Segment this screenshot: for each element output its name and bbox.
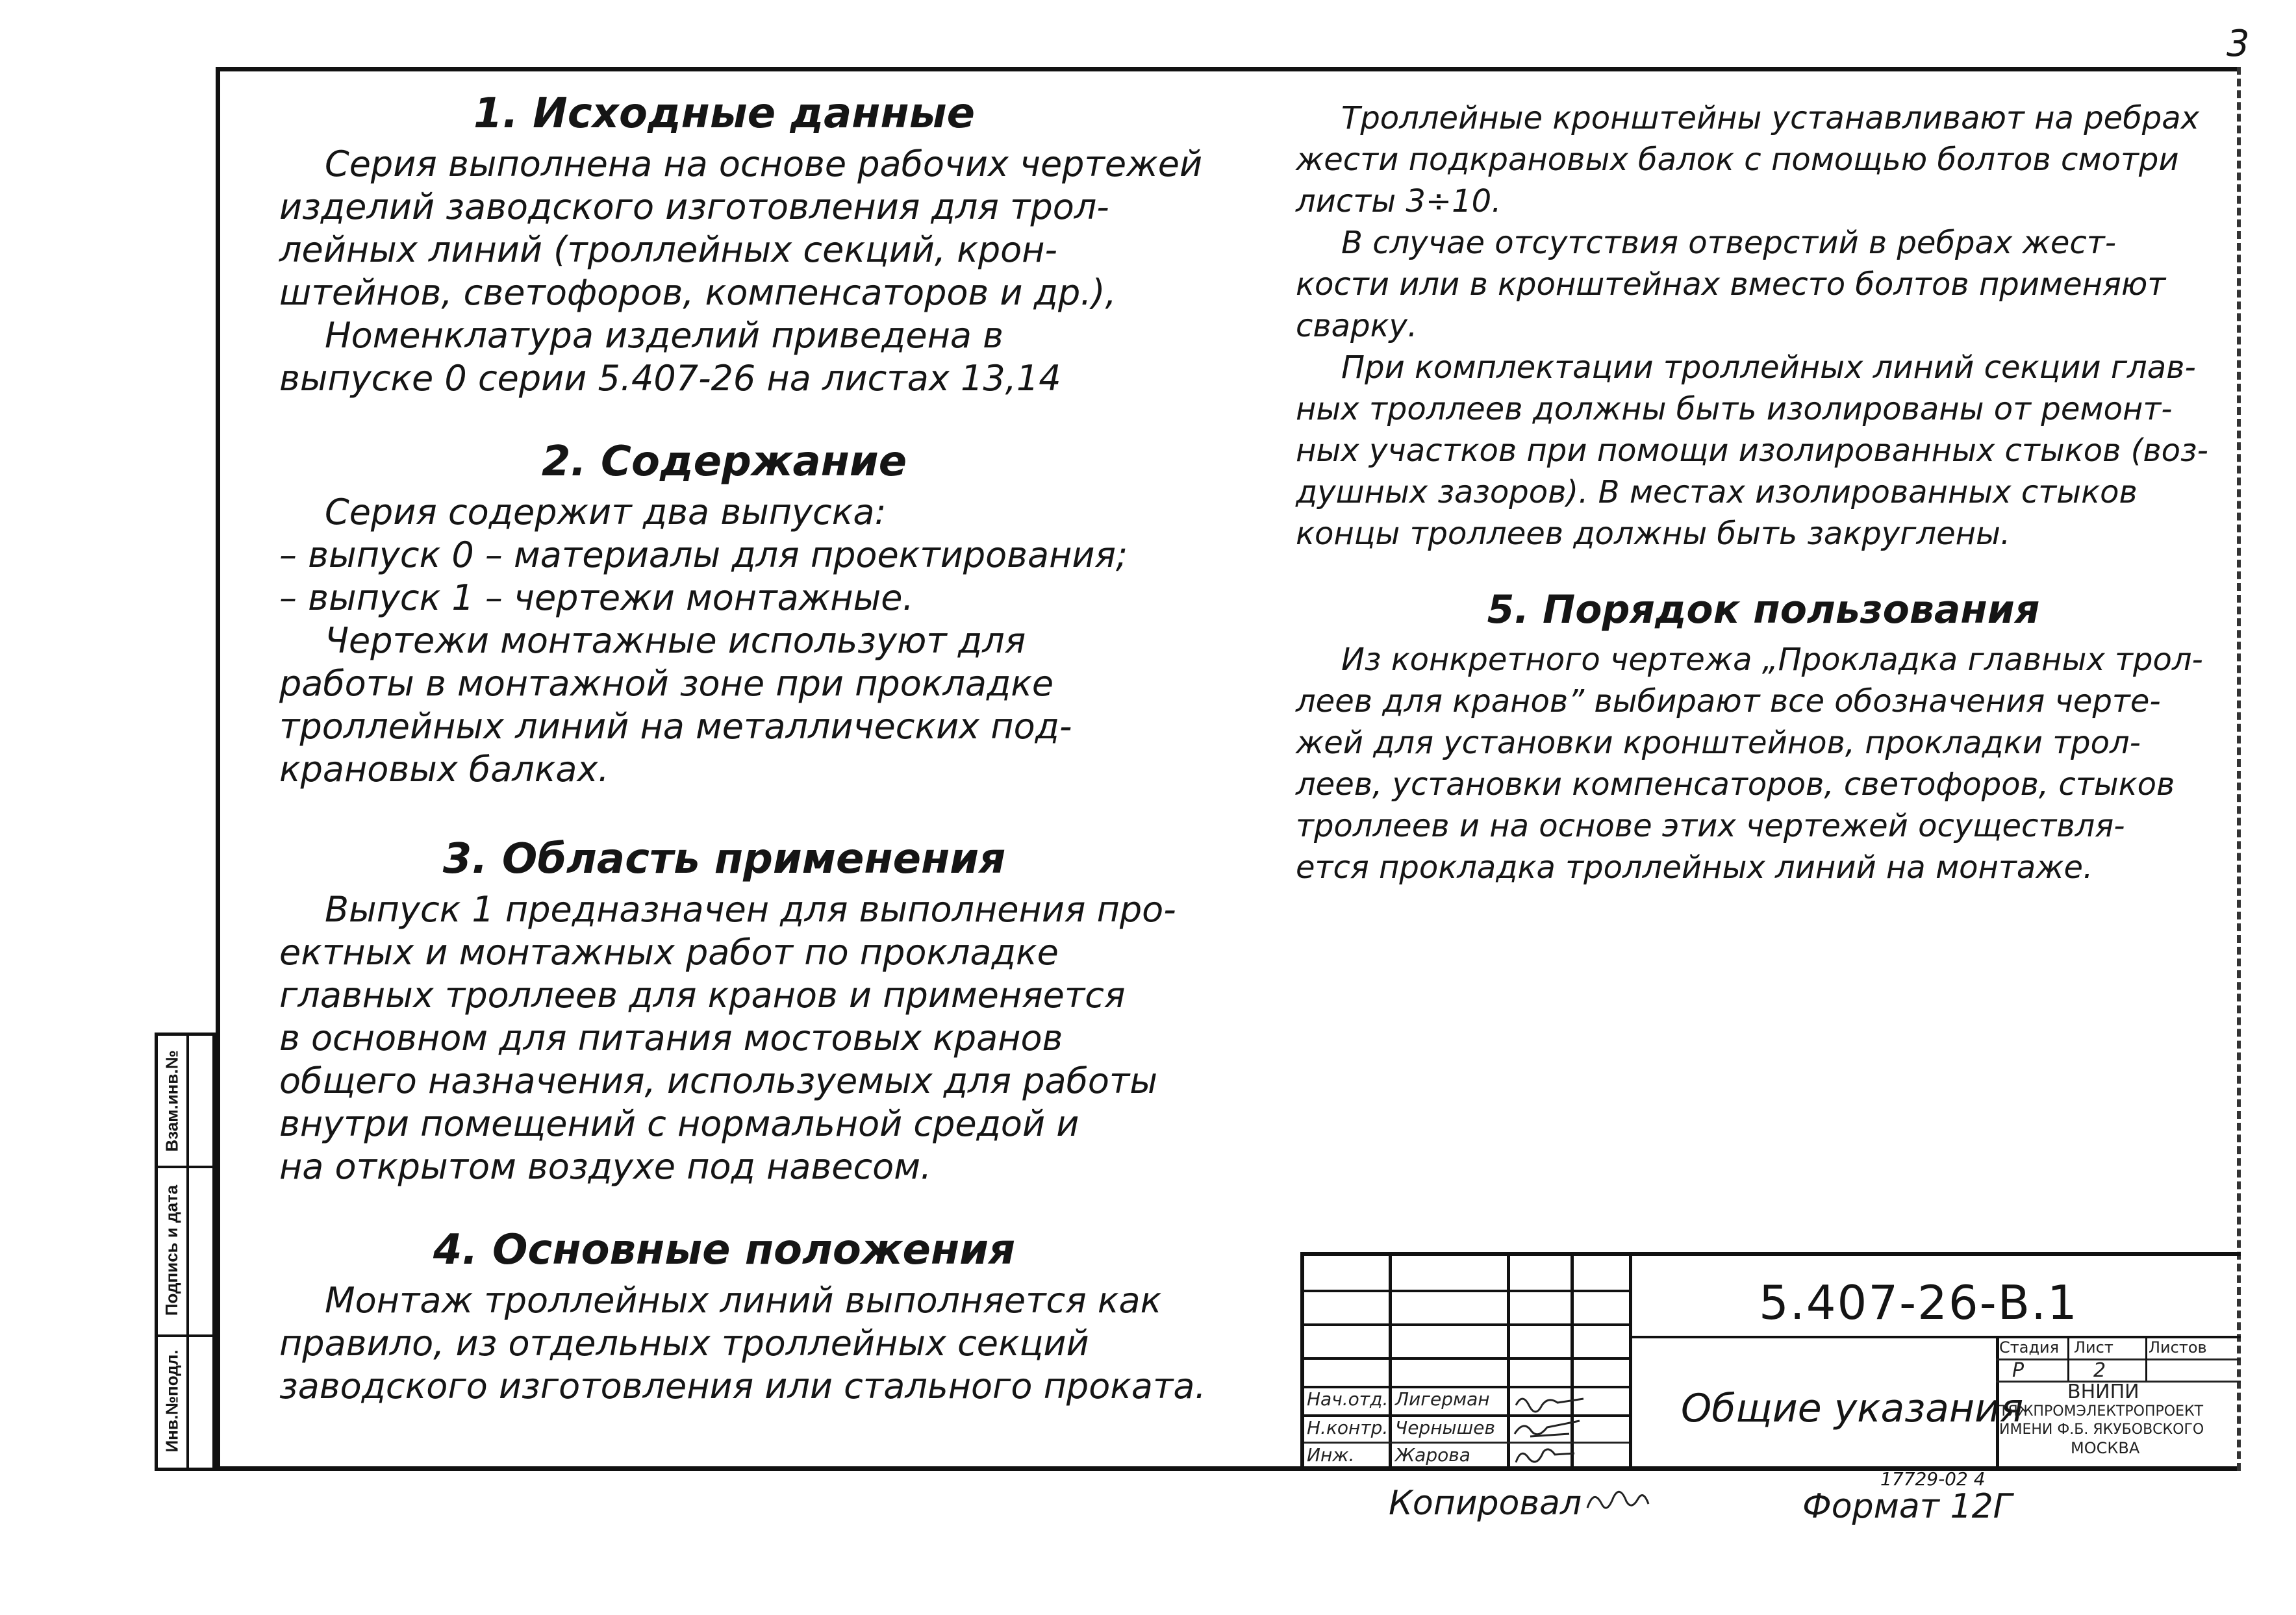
section-heading: 2. Содержание (541, 438, 907, 486)
left-column (279, 84, 1206, 1408)
signature-scribble (1516, 1399, 1583, 1412)
paragraph (279, 491, 1169, 620)
sheet-value: 2 (2093, 1359, 2106, 1382)
format-label: Формат 12Г (1802, 1487, 2012, 1526)
copied-signature (1583, 1482, 1661, 1521)
text-line: выпуске 0 серии 5.407-26 на листах 13,14 (279, 358, 1061, 399)
text-line: на открытом воздухе под навесом. (279, 1146, 932, 1187)
signature-scribble (1516, 1449, 1574, 1462)
text-line: душных зазоров). В местах изолированных стыков (1296, 474, 2138, 510)
signature-name: Лигерман (1395, 1388, 1490, 1410)
grid-line (1389, 1256, 1392, 1471)
text-line: общего назначения, используемых для работы (279, 1060, 1158, 1101)
title-block (1300, 1252, 2241, 1471)
signature-name: Чернышев (1395, 1417, 1495, 1438)
text-line: – выпуск 1 – чертежи монтажные. (279, 577, 914, 618)
copied-label: Копировал (1389, 1484, 1582, 1523)
organization-line: ТЯЖПРОМЭЛЕКТРОПРОЕКТ (1999, 1403, 2204, 1420)
section-heading: 3. Область применения (442, 835, 1006, 883)
text-line: главных троллеев для кранов и применяется (279, 975, 1126, 1016)
text-line: ных участков при помощи изолированных стыков (воз- (1296, 432, 2208, 469)
text-line: леев для кранов” выбирают все обозначения черте- (1296, 683, 2161, 720)
text-line: Троллейные кронштейны устанавливают на ребрах (1341, 100, 2200, 136)
organization-line: ИМЕНИ Ф.Б. ЯКУБОВСКОГО (1999, 1421, 2204, 1438)
text-line: троллеев и на основе этих чертежей осуществля- (1296, 808, 2125, 844)
text-line: концы троллеев должны быть закруглены. (1296, 516, 2011, 552)
text-line: работы в монтажной зоне при прокладке (279, 663, 1054, 704)
sheets-header: Листов (2149, 1338, 2207, 1357)
section-scope (279, 830, 1176, 1188)
section-heading: 1. Исходные данные (473, 90, 975, 138)
signature-scribbles (1511, 1386, 1628, 1470)
paragraph (279, 888, 1176, 1188)
text-line: правило, из отдельных троллейных секций (279, 1323, 1089, 1364)
signature-name: Жарова (1395, 1444, 1470, 1466)
right-column (1296, 97, 2231, 888)
text-line: листы 3÷10. (1296, 183, 1502, 219)
stage-value: Р (2012, 1359, 2025, 1382)
section-contents (279, 432, 1169, 791)
paragraph (279, 620, 1169, 791)
paragraph (279, 1279, 1206, 1408)
grid-line (1629, 1256, 1632, 1471)
text-line: кости или в кронштейнах вместо болтов применяют (1296, 266, 2166, 303)
grid-line (1304, 1323, 1629, 1326)
text-line: троллейных линий на металлических под- (279, 706, 1072, 747)
text-line: Серия содержит два выпуска: (325, 492, 887, 532)
text-line: жей для установки кронштейнов, прокладки трол- (1296, 725, 2141, 761)
text-line: ется прокладка троллейных линий на монтаже. (1296, 849, 2093, 886)
text-line: Из конкретного чертежа „Прокладка главных трол- (1341, 642, 2203, 678)
strip-divider (186, 1036, 189, 1468)
sheet-header: Лист (2074, 1338, 2113, 1357)
text-line: – выпуск 0 – материалы для проектирования; (279, 534, 1128, 575)
document-title: Общие указания (1681, 1386, 2024, 1431)
section-heading: 4. Основные положения (433, 1226, 1016, 1274)
text-line: Номенклатура изделий приведена в (325, 315, 1003, 356)
strip-label-inventory: Инв.№подл. (162, 1349, 182, 1453)
paragraph (1296, 639, 2231, 888)
page-number: 3 (2227, 23, 2250, 65)
strip-label-signature-date: Подпись и дата (162, 1184, 182, 1316)
signature-scribble (1515, 1421, 1580, 1436)
text-line: Чертежи монтажные используют для (325, 620, 1026, 661)
text-line: леев, установки компенсаторов, светофоров, стыков (1296, 766, 2175, 803)
organization-line: ВНИПИ (2067, 1381, 2139, 1403)
copy-number: 17729-02 4 (1880, 1468, 1986, 1490)
grid-line (1507, 1256, 1510, 1471)
text-line: Серия выполнена на основе рабочих чертежей (325, 144, 1203, 184)
text-line: Выпуск 1 предназначен для выполнения про- (325, 889, 1176, 930)
grid-line (2067, 1336, 2069, 1381)
text-line: ектных и монтажных работ по прокладке (279, 932, 1059, 973)
paragraph (279, 314, 1169, 400)
section-initial-data (279, 84, 1203, 400)
text-line: крановых балках. (279, 749, 609, 790)
stage-header: Стадия (1999, 1338, 2060, 1357)
text-line: В случае отсутствия отверстий в ребрах жест- (1341, 225, 2117, 261)
text-line: При комплектации троллейных линий секции глав- (1341, 349, 2196, 386)
grid-line (2145, 1336, 2147, 1381)
grid-line (1304, 1290, 1629, 1292)
paragraph (1296, 222, 2231, 347)
binding-strip (155, 1033, 216, 1471)
text-line: штейнов, светофоров, компенсаторов и др.), (279, 272, 1116, 313)
paragraph (1296, 97, 2231, 222)
section-usage-order (1296, 581, 2231, 888)
text-line: жести подкрановых балок с помощью болтов смотри (1296, 142, 2179, 178)
section-main-provisions (279, 1221, 1206, 1408)
signature-role: Инж. (1307, 1444, 1355, 1466)
text-line: в основном для питания мостовых кранов (279, 1018, 1063, 1058)
paragraph (279, 143, 1203, 314)
text-line: заводского изготовления или стального проката. (279, 1366, 1206, 1407)
signature-role: Нач.отд. (1307, 1388, 1389, 1410)
text-line: лейных линий (троллейных секций, крон- (279, 229, 1057, 270)
grid-line (1304, 1357, 1629, 1360)
section-heading: 5. Порядок пользования (1487, 587, 2040, 632)
strip-label-replacement: Взам.инв.№ (162, 1049, 182, 1152)
paragraph (1296, 347, 2231, 555)
text-line: сварку. (1296, 308, 1418, 344)
text-line: ных троллеев должны быть изолированы от ремонт- (1296, 391, 2173, 427)
text-line: изделий заводского изготовления для трол- (279, 186, 1109, 227)
document-code: 5.407-26-В.1 (1759, 1275, 2078, 1330)
organization-line: МОСКВА (2071, 1439, 2140, 1457)
text-line: Монтаж троллейных линий выполняется как (325, 1280, 1162, 1321)
signature-role: Н.контр. (1307, 1417, 1389, 1438)
text-line: внутри помещений с нормальной средой и (279, 1103, 1079, 1144)
grid-line (1996, 1358, 2241, 1360)
